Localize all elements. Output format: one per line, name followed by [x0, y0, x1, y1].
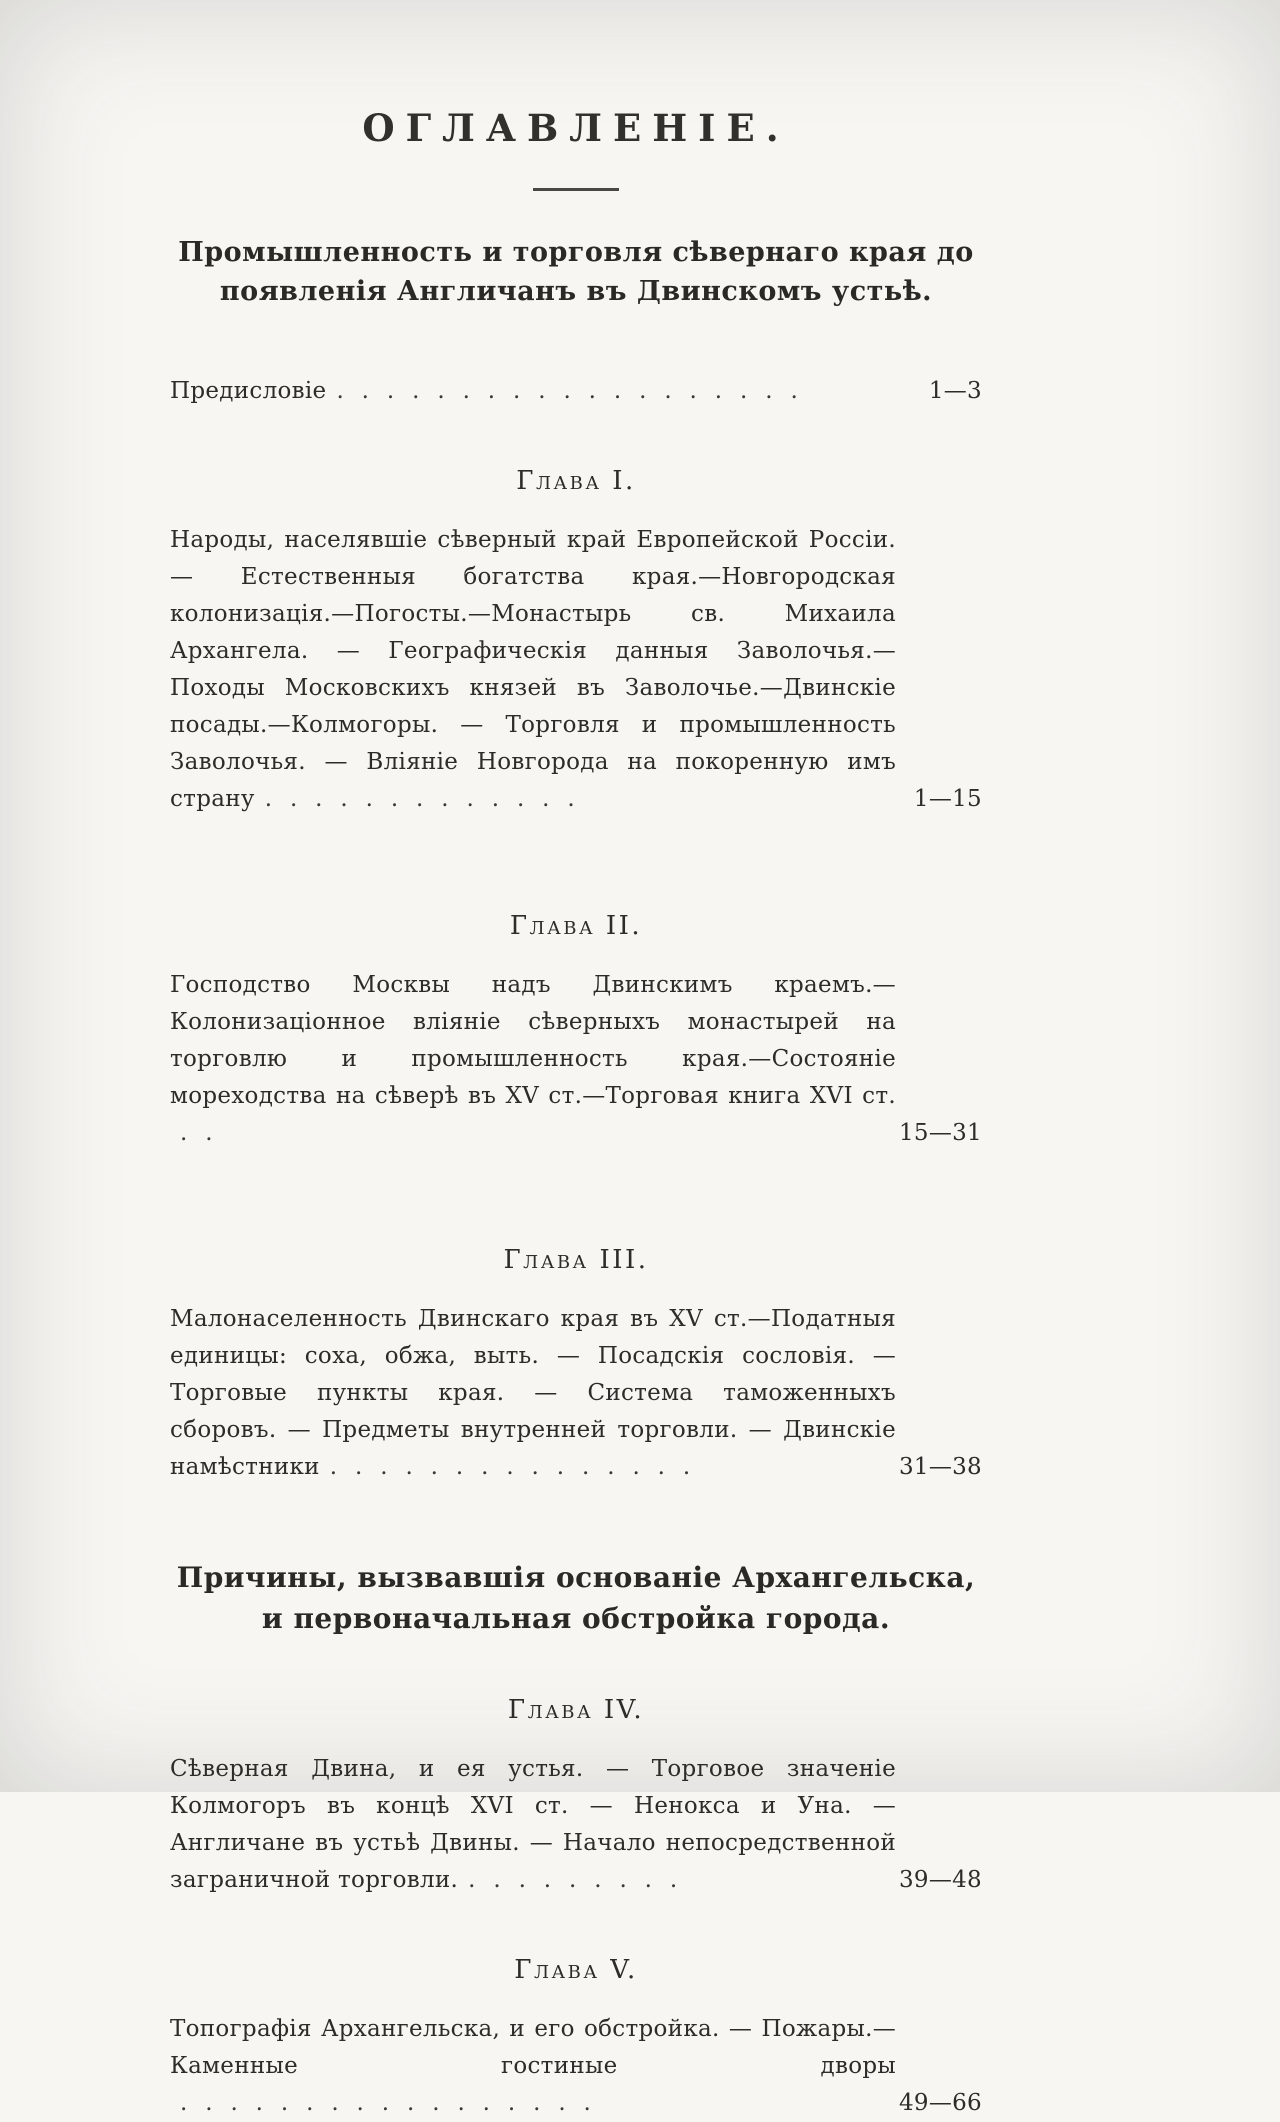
- leader-dots: . . . . . . . . . . . . .: [264, 786, 575, 813]
- chapter-summary: Сѣверная Двина, и ея устья. — Торговое значеніе Колмогоръ въ концѣ XVI ст. — Ненокса и Уна. — Англичане въ устьѣ Двины. — Начало непосредственной заграничной торговли.: [170, 1756, 896, 1894]
- page-content: [170, 0, 982, 2122]
- part-heading-2: Причины, вызвавшія основаніе Архангельска, и первоначальная обстройка города.: [176, 1561, 976, 1635]
- toc-entry-chapter-2: [170, 967, 982, 1152]
- page-range: 15—31: [898, 1120, 982, 1147]
- chapter-heading-4: Глава IV.: [507, 1695, 645, 1726]
- title-divider: [533, 188, 619, 191]
- spacer: [170, 1175, 982, 1189]
- page-range: 1—3: [928, 378, 982, 405]
- toc-entry-chapter-3: [170, 1301, 982, 1486]
- leader-dots: . .: [180, 1120, 213, 1147]
- leader-dots: . . . . . . . . . . . . . . .: [329, 1454, 691, 1481]
- chapter-summary: Народы, населявшіе сѣверный край Европейской Россіи. — Естественныя богатства края.—Новгородская колонизація.—Погосты.—Монастырь св. Михаила Архангела. — Географическія данныя Заволочья.— Походы Московскихъ князей въ Заволочье.—Двинскіе посады.—Колмогоры. — Торговля и промышленность Заволочья. — Вліяніе Новгорода на покоренную имъ страну: [170, 527, 896, 813]
- page-range: 49—66: [898, 2090, 982, 2117]
- chapter-heading-2: Глава II.: [509, 911, 643, 942]
- toc-entry-chapter-5: [170, 2011, 982, 2122]
- leader-dots: . . . . . . . . .: [468, 1867, 678, 1894]
- chapter-summary: Топографія Архангельска, и его обстройка. — Пожары.—Каменные гостиные дворы: [170, 2016, 896, 2080]
- chapter-heading-5: Глава V.: [514, 1955, 638, 1986]
- chapter-summary: Господство Москвы надъ Двинскимъ краемъ.—Колонизаціонное вліяніе сѣверныхъ монастырей на торговлю и промышленность края.—Состояніе мореходства на сѣверѣ въ XV ст.—Торговая книга XVI ст.: [170, 972, 896, 1110]
- leader-dots: . . . . . . . . . . . . . . . . . . .: [336, 378, 799, 405]
- chapter-summary: Малонаселенность Двинскаго края въ XV ст.—Податныя единицы: соха, обжа, выть. — Посадскія сословія. — Торговые пункты края. — Система таможенныхъ сборовъ. — Предметы внутренней торговли. — Двинскіе намѣстники: [170, 1306, 896, 1481]
- part-heading-1: Промышленность и торговля сѣвернаго края до появленія Англичанъ въ Двинскомъ устьѣ.: [178, 237, 974, 308]
- toc-entry-chapter-4: [170, 1751, 982, 1899]
- toc-entry-chapter-1: [170, 522, 982, 818]
- preface-label: Предисловіе: [170, 378, 327, 405]
- page-range: 39—48: [898, 1867, 982, 1894]
- leader-dots: . . . . . . . . . . . . . . . . .: [180, 2090, 592, 2117]
- spacer: [170, 841, 982, 855]
- toc-entry-preface: [170, 373, 982, 410]
- page-range: 1—15: [913, 786, 982, 813]
- page-range: 31—38: [898, 1454, 982, 1481]
- chapter-heading-3: Глава III.: [503, 1245, 649, 1276]
- toc-title: ОГЛАВЛЕНІЕ.: [362, 106, 790, 150]
- chapter-heading-1: Глава I.: [516, 466, 636, 497]
